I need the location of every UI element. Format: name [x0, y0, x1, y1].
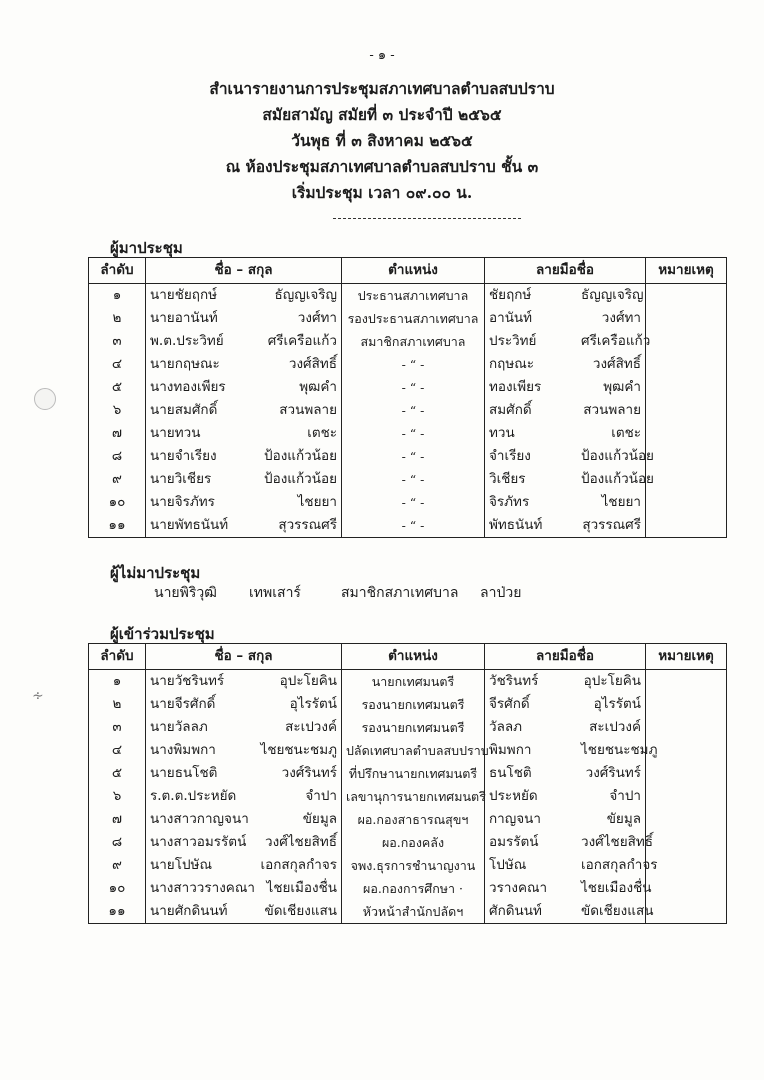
signature-cell — [485, 831, 653, 854]
last-name: ศรีเครือแก้ว — [267, 333, 337, 349]
row-number: ๔ — [89, 353, 146, 376]
row-number: ๑๑ — [89, 900, 146, 924]
member-position: จพง.ธุรการชำนาญงาน — [342, 854, 485, 877]
member-name-cell — [146, 307, 342, 330]
member-position: หัวหน้าสำนักปลัดฯ — [342, 900, 485, 924]
table-header-row — [89, 258, 727, 284]
member-position: สมาชิกสภาเทศบาล — [342, 330, 485, 353]
remark-cell — [646, 693, 727, 716]
table-row — [89, 877, 727, 900]
member-name-cell — [146, 514, 342, 538]
first-name: นายวัชรินทร์ — [150, 673, 225, 689]
signature-cell — [485, 468, 654, 491]
signature — [489, 831, 653, 854]
row-number: ๙ — [89, 468, 146, 491]
member-name-cell — [146, 808, 342, 831]
signature — [489, 670, 641, 693]
signature-first: พัทธนันท์ — [489, 517, 543, 533]
remark-cell — [646, 376, 727, 399]
member-name-cell — [146, 353, 342, 376]
signature-cell — [485, 376, 646, 399]
signature-first: ทวน — [489, 425, 515, 441]
first-name: นายจำเรียง — [150, 448, 217, 464]
member-position: - “ - — [342, 399, 485, 422]
member-name-cell — [146, 399, 342, 422]
table-row — [89, 399, 727, 422]
signature-cell — [485, 739, 658, 762]
signature — [489, 739, 658, 762]
column-header-name: ชื่อ – สกุล — [146, 258, 342, 284]
table-row — [89, 491, 727, 514]
signature-last: วงศ์ไชยสิทธิ์ — [581, 834, 653, 850]
row-number: ๗ — [89, 422, 146, 445]
last-name: เอกสกุลกำจร — [260, 857, 337, 873]
member-name — [150, 514, 337, 537]
remark-cell — [646, 445, 727, 468]
remark-cell — [646, 854, 727, 877]
member-position: ผอ.กองคลัง — [342, 831, 485, 854]
last-name: ป้องแก้วน้อย — [264, 471, 337, 487]
signature-first: กาญจนา — [489, 811, 541, 827]
last-name: ธัญญเจริญ — [274, 287, 337, 303]
member-name-cell — [146, 785, 342, 808]
member-name — [150, 353, 337, 376]
row-number: ๓ — [89, 716, 146, 739]
signature — [489, 399, 641, 422]
signature — [489, 353, 641, 376]
member-name-cell — [146, 693, 342, 716]
signature-first: กฤษณะ — [489, 356, 535, 372]
signature-first: ประหยัด — [489, 788, 538, 804]
signature-cell — [485, 808, 646, 831]
remark-cell — [646, 284, 727, 308]
signature — [489, 468, 654, 491]
member-name — [150, 716, 337, 739]
member-name — [150, 491, 337, 514]
signature — [489, 716, 641, 739]
signature-cell — [485, 514, 646, 538]
remark-cell — [646, 491, 727, 514]
member-name-cell — [146, 739, 342, 762]
last-name: วงศ์ทา — [297, 310, 337, 326]
row-number: ๘ — [89, 445, 146, 468]
first-name: พ.ต.ประวิทย์ — [150, 333, 224, 349]
member-name-cell — [146, 900, 342, 924]
member-name — [150, 854, 337, 877]
signature — [489, 330, 651, 353]
signature-last: ศรีเครือแก้ว — [581, 333, 651, 349]
signature-first: จิรภัทร — [489, 494, 530, 510]
margin-mark: ∻ — [32, 688, 44, 704]
member-position: - “ - — [342, 491, 485, 514]
member-name — [150, 831, 337, 854]
signature-cell — [485, 399, 646, 422]
signature-last: ป้องแก้วน้อย — [581, 471, 654, 487]
member-name — [150, 900, 337, 923]
member-name — [150, 808, 337, 831]
row-number: ๒ — [89, 693, 146, 716]
present-section-title: ผู้มาประชุม — [110, 239, 183, 257]
member-name — [150, 468, 337, 491]
last-name: ขัยมูล — [302, 811, 337, 827]
signature-first: ทองเพียร — [489, 379, 542, 395]
signature-cell — [485, 716, 646, 739]
signature-last: จำปา — [609, 788, 641, 804]
remark-cell — [646, 762, 727, 785]
table-row — [89, 785, 727, 808]
signature-cell — [485, 330, 651, 353]
signature-first: ศักดินนท์ — [489, 903, 542, 919]
column-header-name: ชื่อ – สกุล — [146, 644, 342, 670]
signature-last: พุฒคำ — [603, 379, 641, 395]
row-number: ๖ — [89, 785, 146, 808]
member-name — [150, 376, 337, 399]
signature-cell — [485, 670, 646, 694]
member-name — [150, 284, 337, 307]
participants-table — [88, 643, 727, 924]
member-name — [150, 762, 337, 785]
signature-first: ประวิทย์ — [489, 333, 537, 349]
column-header-signature: ลายมือชื่อ — [485, 644, 646, 670]
signature-cell — [485, 491, 646, 514]
first-name: นางทองเพียร — [150, 379, 226, 395]
signature — [489, 808, 641, 831]
signature-first: สมศักดิ์ — [489, 402, 532, 418]
remark-cell — [646, 330, 727, 353]
remark-cell — [646, 739, 727, 762]
signature — [489, 854, 658, 877]
header-venue: ณ ห้องประชุมสภาเทศบาลตำบลสบปราบ ชั้น ๓ — [225, 157, 539, 176]
table-row — [89, 422, 727, 445]
signature-first: ชัยฤกษ์ — [489, 287, 532, 303]
absent-reason: ลาป่วย — [480, 585, 522, 601]
last-name: วงศ์รินทร์ — [281, 765, 337, 781]
remark-cell — [646, 514, 727, 538]
page-number: - ๑ - — [369, 48, 395, 63]
table-row — [89, 284, 727, 308]
signature-last: ขัดเชียงแสน — [581, 903, 654, 919]
table-row — [89, 808, 727, 831]
first-name: นางสาวกาญจนา — [150, 811, 249, 827]
signature-last: ไชยยา — [601, 494, 641, 510]
remark-cell — [646, 716, 727, 739]
member-name-cell — [146, 284, 342, 308]
member-name — [150, 739, 337, 762]
signature-last: เอกสกุลกำจร — [581, 857, 658, 873]
remark-cell — [646, 422, 727, 445]
signature-first: วรางคณา — [489, 880, 548, 896]
table-row — [89, 762, 727, 785]
signature — [489, 376, 641, 399]
signature-last: วงศ์ทา — [601, 310, 641, 326]
table-row — [89, 330, 727, 353]
signature — [489, 762, 641, 785]
row-number: ๑๐ — [89, 877, 146, 900]
first-name: นายชัยฤกษ์ — [150, 287, 218, 303]
member-name-cell — [146, 762, 342, 785]
signature-cell — [485, 445, 654, 468]
first-name: นางพิมพกา — [150, 742, 216, 758]
member-name-cell — [146, 468, 342, 491]
member-position: - “ - — [342, 353, 485, 376]
signature — [489, 785, 641, 808]
table-row — [89, 900, 727, 924]
member-name-cell — [146, 877, 342, 900]
header-title: สำเนารายงานการประชุมสภาเทศบาลตำบลสบปราบ — [209, 79, 555, 98]
row-number: ๑๐ — [89, 491, 146, 514]
member-name — [150, 785, 337, 808]
signature-first: พิมพกา — [489, 742, 532, 758]
last-name: สวนพลาย — [279, 402, 337, 418]
first-name: นายศักดินนท์ — [150, 903, 228, 919]
present-attendance-table — [88, 257, 727, 538]
table-header-row — [89, 644, 727, 670]
table-row — [89, 307, 727, 330]
signature-first: อมรรัตน์ — [489, 834, 539, 850]
column-header-no: ลำดับ — [89, 644, 146, 670]
member-position: - “ - — [342, 445, 485, 468]
member-name — [150, 693, 337, 716]
first-name: นายอานันท์ — [150, 310, 218, 326]
table-row — [89, 445, 727, 468]
first-name: นายทวน — [150, 425, 201, 441]
signature-first: จำเรียง — [489, 448, 531, 464]
signature-last: ไชยชนะชมภู — [581, 742, 658, 758]
row-number: ๕ — [89, 762, 146, 785]
column-header-no: ลำดับ — [89, 258, 146, 284]
member-name — [150, 399, 337, 422]
last-name: อุปะโยคิน — [279, 673, 337, 689]
row-number: ๙ — [89, 854, 146, 877]
signature — [489, 422, 641, 445]
row-number: ๑ — [89, 284, 146, 308]
last-name: จำปา — [305, 788, 337, 804]
signature-last: ไชยเมืองชื่น — [581, 880, 652, 896]
table-row — [89, 376, 727, 399]
absent-section-title: ผู้ไม่มาประชุม — [110, 564, 201, 582]
header-session: สมัยสามัญ สมัยที่ ๓ ประจำปี ๒๕๖๕ — [262, 105, 502, 124]
first-name: นางสาววรางคณา — [150, 880, 255, 896]
signature-cell — [485, 762, 646, 785]
row-number: ๘ — [89, 831, 146, 854]
member-name-cell — [146, 854, 342, 877]
member-name — [150, 422, 337, 445]
signature-last: สุวรรณศรี — [582, 517, 641, 533]
signature — [489, 445, 654, 468]
member-position: นายกเทศมนตรี — [342, 670, 485, 694]
signature-first: ธนโชติ — [489, 765, 532, 781]
last-name: ป้องแก้วน้อย — [264, 448, 337, 464]
row-number: ๑ — [89, 670, 146, 694]
signature — [489, 491, 641, 514]
member-name-cell — [146, 831, 342, 854]
first-name: นายกฤษณะ — [150, 356, 220, 372]
table-row — [89, 854, 727, 877]
table-row — [89, 670, 727, 694]
header-start-time: เริ่มประชุม เวลา ๐๙.๐๐ น. — [291, 183, 473, 202]
signature-cell — [485, 353, 646, 376]
last-name: ไชยเมืองชื่น — [266, 880, 337, 896]
member-position: รองประธานสภาเทศบาล — [342, 307, 485, 330]
first-name: นางสาวอมรรัตน์ — [150, 834, 247, 850]
last-name: พุฒคำ — [299, 379, 337, 395]
row-number: ๕ — [89, 376, 146, 399]
signature-first: จีรศักดิ์ — [489, 696, 530, 712]
signature-first: วัชรินทร์ — [489, 673, 539, 689]
table-row — [89, 739, 727, 762]
member-name-cell — [146, 445, 342, 468]
signature-cell — [485, 307, 646, 330]
signature — [489, 900, 654, 923]
last-name: ขัดเชียงแสน — [264, 903, 337, 919]
signature-first: วิเชียร — [489, 471, 526, 487]
member-name-cell — [146, 716, 342, 739]
first-name: นายโปษัณ — [150, 857, 212, 873]
signature-last: อุปะโยคิน — [583, 673, 641, 689]
signature-last: ธัญญเจริญ — [581, 287, 644, 303]
column-header-position: ตำแหน่ง — [342, 258, 485, 284]
member-position: - “ - — [342, 514, 485, 538]
signature-last: วงศ์รินทร์ — [585, 765, 641, 781]
first-name: นายจิรภัทร — [150, 494, 215, 510]
member-name-cell — [146, 330, 342, 353]
punch-hole-mark — [34, 388, 56, 410]
member-position: ที่ปรึกษานายกเทศมนตรี — [342, 762, 485, 785]
member-position: ปลัดเทศบาลตำบลสบปราบ — [342, 739, 485, 762]
signature — [489, 693, 641, 716]
last-name: วงศ์สิทธิ์ — [288, 356, 337, 372]
signature-last: ขัยมูล — [606, 811, 641, 827]
column-header-remark: หมายเหตุ — [646, 644, 727, 670]
remark-cell — [646, 670, 727, 694]
last-name: สุวรรณศรี — [278, 517, 337, 533]
absent-last-name: เทพเสาร์ — [249, 585, 301, 601]
signature-last: เตชะ — [611, 425, 641, 441]
signature-cell — [485, 785, 646, 808]
first-name: นายสมศักดิ์ — [150, 402, 218, 418]
remark-cell — [646, 353, 727, 376]
row-number: ๗ — [89, 808, 146, 831]
signature-cell — [485, 422, 646, 445]
signature — [489, 877, 652, 900]
table-row — [89, 353, 727, 376]
member-name — [150, 877, 337, 900]
member-name-cell — [146, 670, 342, 694]
signature-first: วัลลภ — [489, 719, 523, 735]
member-position: ผอ.กองสาธารณสุขฯ — [342, 808, 485, 831]
signature — [489, 284, 644, 307]
table-row — [89, 468, 727, 491]
member-position: - “ - — [342, 376, 485, 399]
member-name — [150, 307, 337, 330]
signature-last: สวนพลาย — [583, 402, 641, 418]
remark-cell — [646, 877, 727, 900]
signature-last: วงศ์สิทธิ์ — [592, 356, 641, 372]
remark-cell — [646, 307, 727, 330]
remark-cell — [646, 785, 727, 808]
row-number: ๒ — [89, 307, 146, 330]
remark-cell — [646, 808, 727, 831]
table-row — [89, 693, 727, 716]
first-name: นายวัลลภ — [150, 719, 208, 735]
signature-cell — [485, 900, 654, 924]
signature-cell — [485, 877, 652, 900]
member-position: รองนายกเทศมนตรี — [342, 693, 485, 716]
member-position: - “ - — [342, 468, 485, 491]
table-row — [89, 831, 727, 854]
member-name — [150, 670, 337, 693]
signature — [489, 307, 641, 330]
member-position: ผอ.กองการศึกษา · — [342, 877, 485, 900]
signature-last: สะเปวงค์ — [589, 719, 641, 735]
last-name: ไชยชนะชมภู — [260, 742, 337, 758]
remark-cell — [646, 399, 727, 422]
absent-position: สมาชิกสภาเทศบาล — [341, 585, 459, 601]
header-divider — [333, 218, 521, 219]
row-number: ๖ — [89, 399, 146, 422]
first-name: นายพัทธนันท์ — [150, 517, 229, 533]
remark-cell — [646, 831, 727, 854]
member-name-cell — [146, 422, 342, 445]
column-header-signature: ลายมือชื่อ — [485, 258, 646, 284]
first-name: ร.ต.ต.ประหยัด — [150, 788, 237, 804]
member-name-cell — [146, 376, 342, 399]
member-position: เลขานุการนายกเทศมนตรี — [342, 785, 485, 808]
signature-cell — [485, 284, 646, 308]
document-header — [0, 76, 764, 206]
member-name-cell — [146, 491, 342, 514]
member-position: - “ - — [342, 422, 485, 445]
absent-first-name: นายพิริวุฒิ — [154, 585, 217, 601]
member-position: ประธานสภาเทศบาล — [342, 284, 485, 308]
signature-last: อุไรรัตน์ — [593, 696, 641, 712]
signature-cell — [485, 693, 646, 716]
last-name: ไชยยา — [297, 494, 337, 510]
table-row — [89, 514, 727, 538]
signature-first: อานันท์ — [489, 310, 533, 326]
column-header-remark: หมายเหตุ — [646, 258, 727, 284]
first-name: นายวิเชียร — [150, 471, 212, 487]
first-name: นายธนโชติ — [150, 765, 218, 781]
signature-cell — [485, 854, 658, 877]
last-name: สะเปวงค์ — [285, 719, 337, 735]
row-number: ๓ — [89, 330, 146, 353]
remark-cell — [646, 900, 727, 924]
table-row — [89, 716, 727, 739]
row-number: ๑๑ — [89, 514, 146, 538]
last-name: เตชะ — [307, 425, 337, 441]
row-number: ๔ — [89, 739, 146, 762]
signature-first: โปษัณ — [489, 857, 527, 873]
member-name — [150, 330, 337, 353]
member-name — [150, 445, 337, 468]
last-name: วงศ์ไชยสิทธิ์ — [265, 834, 337, 850]
first-name: นายจีรศักดิ์ — [150, 696, 216, 712]
last-name: อุไรรัตน์ — [289, 696, 337, 712]
remark-cell — [646, 468, 727, 491]
signature-last: ป้องแก้วน้อย — [581, 448, 654, 464]
column-header-position: ตำแหน่ง — [342, 644, 485, 670]
member-position: รองนายกเทศมนตรี — [342, 716, 485, 739]
signature — [489, 514, 641, 537]
participants-section-title: ผู้เข้าร่วมประชุม — [110, 625, 215, 643]
header-date: วันพุธ ที่ ๓ สิงหาคม ๒๕๖๕ — [291, 131, 473, 150]
